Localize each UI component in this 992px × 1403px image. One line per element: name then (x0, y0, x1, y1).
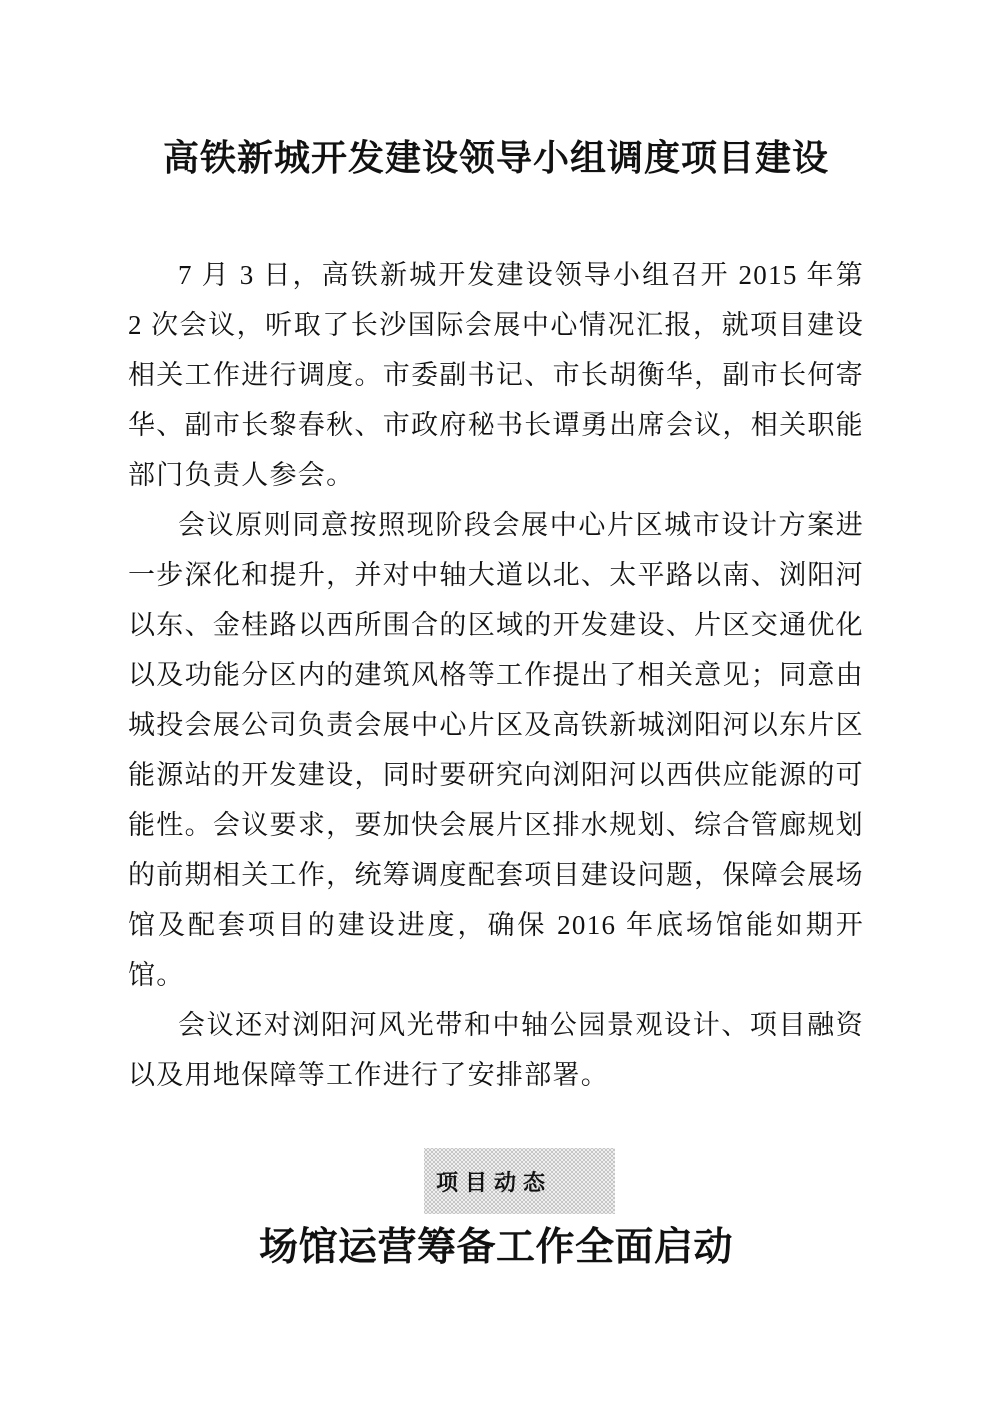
body-paragraph-meeting-decisions: 会议原则同意按照现阶段会展中心片区城市设计方案进一步深化和提升，并对中轴大道以北、太平路以南、浏阳河以东、金桂路以西所围合的区域的开发建设、片区交通优化以及功能分区内的建筑风格等工作提出了相关意见；同意由城投会展公司负责会展中心片区及高铁新城浏阳河以东片区能源站的开发建设，同时要研究向浏阳河以西供应能源的可能性。会议要求，要加快会展片区排水规划、综合管廊规划的前期相关工作，统筹调度配套项目建设问题，保障会展场馆及配套项目的建设进度，确保 2016 年底场馆能如期开馆。 (128, 510, 864, 990)
body-paragraph-meeting-overview: 7 月 3 日，高铁新城开发建设领导小组召开 2015 年第 2 次会议，听取了长沙国际会展中心情况汇报，就项目建设相关工作进行调度。市委副书记、市长胡衡华，副市长何寄华、副市长黎春秋、市政府秘书长谭勇出席会议，相关职能部门负责人参会。 (128, 260, 864, 490)
document-body (128, 250, 864, 1100)
section-label-row (0, 1148, 992, 1214)
section-label-box (424, 1148, 615, 1214)
document-title: 高铁新城开发建设领导小组调度项目建设 (162, 138, 829, 178)
section-label: 项目动态 (436, 1169, 553, 1195)
section-heading: 场馆运营筹备工作全面启动 (258, 1226, 733, 1269)
body-paragraph-meeting-arrangements: 会议还对浏阳河风光带和中轴公园景观设计、项目融资以及用地保障等工作进行了安排部署。 (128, 1010, 864, 1090)
